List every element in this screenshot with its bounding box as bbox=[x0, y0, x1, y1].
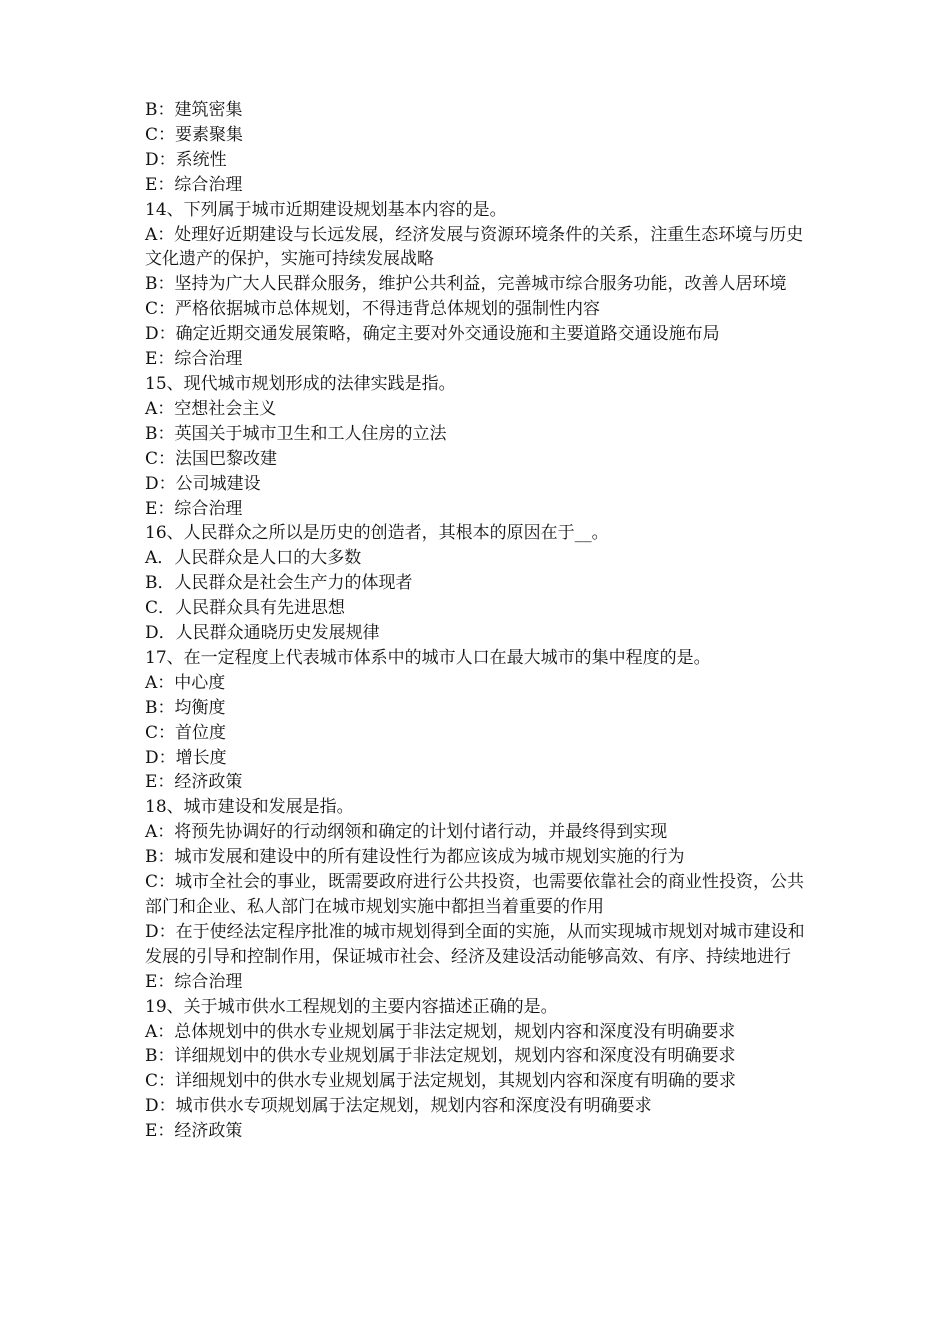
option-d: D：系统性 bbox=[145, 149, 227, 170]
option-b: B：坚持为广大人民群众服务，维护公共利益，完善城市综合服务功能，改善人居环境 bbox=[145, 274, 787, 295]
option-c: C：法国巴黎改建 bbox=[145, 448, 278, 469]
option-c: C：首位度 bbox=[145, 722, 227, 743]
option-c: C：详细规划中的供水专业规划属于法定规划，其规划内容和深度有明确的要求 bbox=[145, 1071, 737, 1092]
option-e: E：综合治理 bbox=[145, 971, 243, 992]
option-a: A：将预先协调好的行动纲领和确定的计划付诸行动，并最终得到实现 bbox=[145, 822, 668, 843]
question-14: 14、下列属于城市近期建设规划基本内容的是。 bbox=[145, 199, 507, 220]
option-c: C：要素聚集 bbox=[145, 124, 244, 145]
option-a: A．人民群众是人口的大多数 bbox=[145, 548, 362, 569]
option-d: D．人民群众通晓历史发展规律 bbox=[145, 623, 380, 644]
option-b: B：均衡度 bbox=[145, 697, 226, 718]
option-b: B：详细规划中的供水专业规划属于非法定规划，规划内容和深度没有明确要求 bbox=[145, 1046, 736, 1067]
question-18: 18、城市建设和发展是指。 bbox=[145, 797, 354, 818]
option-b: B．人民群众是社会生产力的体现者 bbox=[145, 573, 413, 594]
option-a: A：空想社会主义 bbox=[145, 398, 277, 419]
option-c: C．人民群众具有先进思想 bbox=[145, 598, 346, 619]
option-d: D：确定近期交通发展策略，确定主要对外交通设施和主要道路交通设施布局 bbox=[145, 324, 720, 345]
option-e: E：综合治理 bbox=[145, 498, 243, 519]
option-e: E：综合治理 bbox=[145, 174, 243, 195]
option-a: A：处理好近期建设与长远发展，经济发展与资源环境条件的关系，注重生态环境与历史文化遗产的保护，实施可持续发展战略 bbox=[145, 224, 804, 270]
option-b: B：城市发展和建设中的所有建设性行为都应该成为城市规划实施的行为 bbox=[145, 847, 685, 868]
option-c: C：严格依据城市总体规划，不得违背总体规划的强制性内容 bbox=[145, 299, 601, 320]
option-e: E：经济政策 bbox=[145, 772, 243, 793]
option-d: D：公司城建设 bbox=[145, 473, 261, 494]
question-19: 19、关于城市供水工程规划的主要内容描述正确的是。 bbox=[145, 996, 558, 1017]
question-15: 15、现代城市规划形成的法律实践是指。 bbox=[145, 373, 456, 394]
question-17: 17、在一定程度上代表城市体系中的城市人口在最大城市的集中程度的是。 bbox=[145, 647, 711, 668]
option-a: A：中心度 bbox=[145, 672, 226, 693]
document-body bbox=[145, 98, 813, 1144]
option-d: D：在于使经法定程序批准的城市规划得到全面的实施，从而实现城市规划对城市建设和发展的引导和控制作用，保证城市社会、经济及建设活动能够高效、有序、持续地进行 bbox=[145, 921, 805, 967]
option-b: B：英国关于城市卫生和工人住房的立法 bbox=[145, 423, 447, 444]
option-b: B：建筑密集 bbox=[145, 100, 243, 120]
question-16: 16、人民群众之所以是历史的创造者，其根本的原因在于__。 bbox=[145, 523, 609, 544]
option-c: C：城市全社会的事业，既需要政府进行公共投资，也需要依靠社会的商业性投资，公共部门和企业、私人部门在城市规划实施中都担当着重要的作用 bbox=[145, 872, 805, 917]
option-d: D：增长度 bbox=[145, 747, 227, 768]
option-a: A：总体规划中的供水专业规划属于非法定规划，规划内容和深度没有明确要求 bbox=[145, 1021, 736, 1042]
option-e: E：综合治理 bbox=[145, 349, 243, 370]
option-d: D：城市供水专项规划属于法定规划，规划内容和深度没有明确要求 bbox=[145, 1096, 652, 1117]
option-e: E：经济政策 bbox=[145, 1121, 243, 1142]
